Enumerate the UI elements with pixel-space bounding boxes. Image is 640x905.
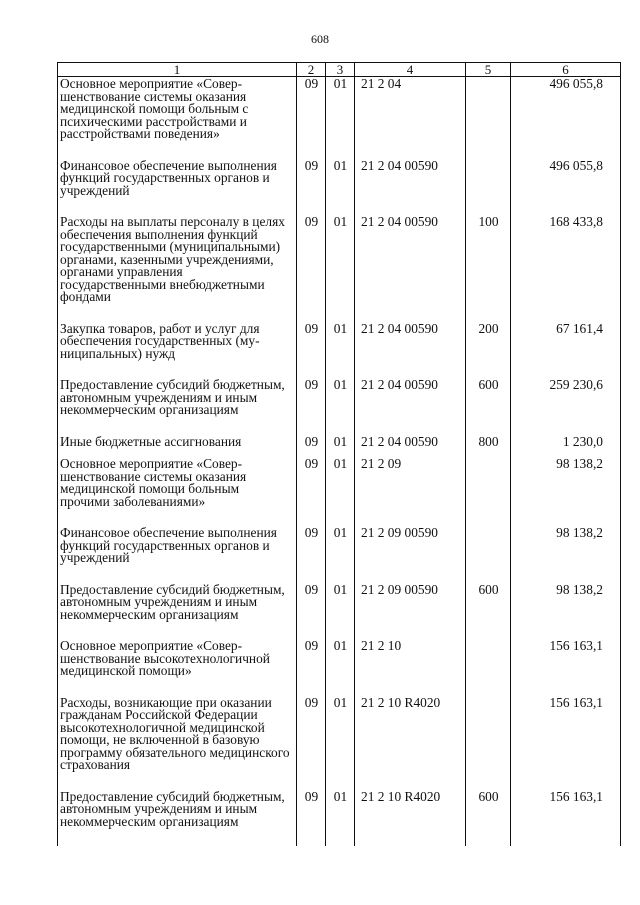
row-amount: 168 433,8 (511, 215, 621, 322)
row-section: 09 (297, 583, 326, 640)
row-target-article: 21 2 04 00590 (355, 159, 466, 216)
row-expense-type (466, 639, 511, 696)
row-expense-type: 600 (466, 790, 511, 847)
row-expense-type (466, 526, 511, 583)
row-name: Предоставление субсидий бюджетным, автономным учреждениям и иным некоммерческим организациям (58, 583, 297, 640)
row-expense-type (466, 159, 511, 216)
row-target-article: 21 2 04 (355, 77, 466, 159)
row-amount: 496 055,8 (511, 159, 621, 216)
row-name: Иные бюджетные ассигнования (58, 435, 297, 458)
row-subsection: 01 (326, 526, 355, 583)
row-amount: 156 163,1 (511, 696, 621, 790)
row-amount: 98 138,2 (511, 526, 621, 583)
table-row (58, 77, 621, 159)
row-subsection: 01 (326, 215, 355, 322)
row-target-article: 21 2 04 00590 (355, 378, 466, 435)
row-amount: 496 055,8 (511, 77, 621, 159)
row-name: Основное мероприятие «Совершенствование системы оказания медицинской помощи больным с психическими расстройствами и расстройствами поведения» (58, 77, 297, 159)
row-subsection: 01 (326, 457, 355, 526)
col-header-amount: 6 (511, 63, 621, 77)
row-name: Предоставление субсидий бюджетным, автономным учреждениям и иным некоммерческим организациям (58, 378, 297, 435)
row-name: Расходы, возникающие при оказании гражданам Российской Федерации высокотехнологичной медицинской помощи, не включенной в базовую программу обязательного медицинского страхования (58, 696, 297, 790)
table-row (58, 322, 621, 379)
row-section: 09 (297, 790, 326, 847)
table-row (58, 583, 621, 640)
budget-table (57, 62, 621, 846)
row-subsection: 01 (326, 583, 355, 640)
row-expense-type: 800 (466, 435, 511, 458)
row-section: 09 (297, 639, 326, 696)
table-row (58, 435, 621, 458)
row-section: 09 (297, 696, 326, 790)
row-name: Финансовое обеспечение выполнения функций государственных органов и учреждений (58, 159, 297, 216)
table-row (58, 457, 621, 526)
table-row (58, 639, 621, 696)
row-subsection: 01 (326, 696, 355, 790)
row-name: Финансовое обеспечение выполнения функций государственных органов и учреждений (58, 526, 297, 583)
row-section: 09 (297, 526, 326, 583)
row-target-article: 21 2 10 R4020 (355, 696, 466, 790)
row-expense-type: 200 (466, 322, 511, 379)
row-target-article: 21 2 04 00590 (355, 322, 466, 379)
row-section: 09 (297, 77, 326, 159)
row-section: 09 (297, 215, 326, 322)
row-subsection: 01 (326, 77, 355, 159)
row-expense-type: 600 (466, 378, 511, 435)
col-header-expense-type: 5 (466, 63, 511, 77)
row-target-article: 21 2 10 (355, 639, 466, 696)
table-row (58, 790, 621, 847)
row-expense-type (466, 77, 511, 159)
row-amount: 98 138,2 (511, 457, 621, 526)
row-section: 09 (297, 378, 326, 435)
col-header-section: 2 (297, 63, 326, 77)
col-header-subsection: 3 (326, 63, 355, 77)
table-row (58, 378, 621, 435)
row-target-article: 21 2 09 (355, 457, 466, 526)
row-name: Закупка товаров, работ и услуг для обеспечения государственных (муниципальных) нужд (58, 322, 297, 379)
table-row (58, 696, 621, 790)
row-section: 09 (297, 322, 326, 379)
row-expense-type (466, 696, 511, 790)
row-section: 09 (297, 435, 326, 458)
row-amount: 1 230,0 (511, 435, 621, 458)
row-target-article: 21 2 04 00590 (355, 435, 466, 458)
table-row (58, 215, 621, 322)
row-target-article: 21 2 10 R4020 (355, 790, 466, 847)
row-name: Предоставление субсидий бюджетным, автономным учреждениям и иным некоммерческим организациям (58, 790, 297, 847)
row-subsection: 01 (326, 159, 355, 216)
row-subsection: 01 (326, 435, 355, 458)
col-header-name: 1 (58, 63, 297, 77)
row-name: Основное мероприятие «Совершенствование высокотехнологичной медицинской помощи» (58, 639, 297, 696)
row-expense-type (466, 457, 511, 526)
table-row (58, 526, 621, 583)
row-name: Основное мероприятие «Совершенствование системы оказания медицинской помощи больным прочими заболеваниями» (58, 457, 297, 526)
row-amount: 156 163,1 (511, 639, 621, 696)
row-subsection: 01 (326, 322, 355, 379)
row-target-article: 21 2 04 00590 (355, 215, 466, 322)
row-subsection: 01 (326, 790, 355, 847)
row-section: 09 (297, 457, 326, 526)
row-amount: 259 230,6 (511, 378, 621, 435)
row-subsection: 01 (326, 378, 355, 435)
row-amount: 156 163,1 (511, 790, 621, 847)
row-target-article: 21 2 09 00590 (355, 583, 466, 640)
row-subsection: 01 (326, 639, 355, 696)
row-expense-type: 100 (466, 215, 511, 322)
row-target-article: 21 2 09 00590 (355, 526, 466, 583)
row-name: Расходы на выплаты персоналу в целях обеспечения выполнения функций государственными (муниципальными) органами, казенными учреждениями, органами управления государственными внебюджетными фондами (58, 215, 297, 322)
row-amount: 67 161,4 (511, 322, 621, 379)
row-expense-type: 600 (466, 583, 511, 640)
col-header-target-article: 4 (355, 63, 466, 77)
table-row (58, 159, 621, 216)
row-section: 09 (297, 159, 326, 216)
header-row (58, 63, 621, 77)
row-amount: 98 138,2 (511, 583, 621, 640)
page-number: 608 (311, 32, 329, 46)
